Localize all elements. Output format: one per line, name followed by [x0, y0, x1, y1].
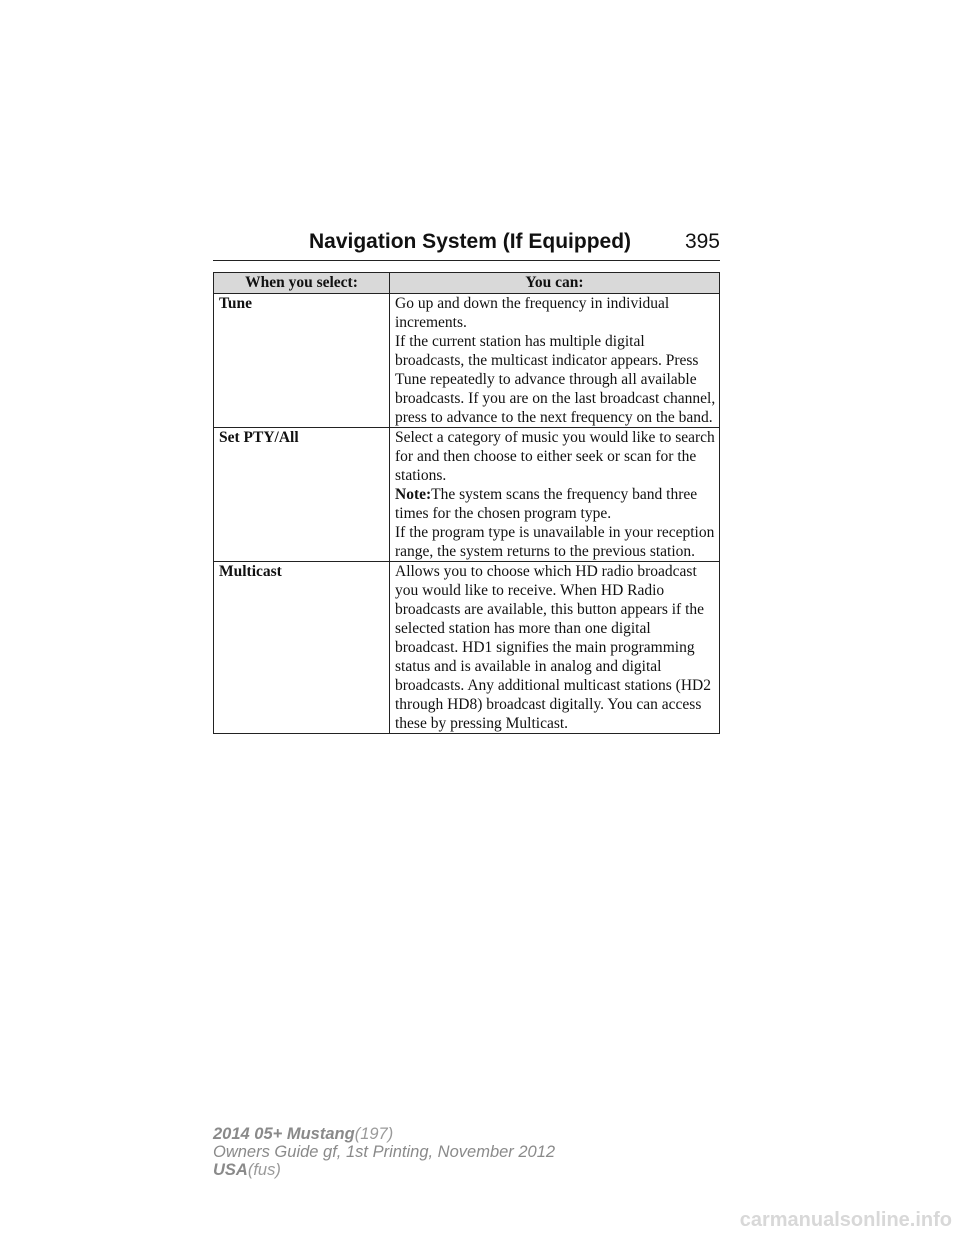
site-watermark: carmanualsonline.info — [739, 1209, 952, 1231]
row-description-tune — [390, 294, 720, 428]
page-footer — [213, 1125, 555, 1179]
note-label: Note: — [395, 486, 432, 503]
row-label-tune: Tune — [214, 294, 390, 428]
footer-market-code: (fus) — [247, 1161, 281, 1179]
function-table — [213, 272, 720, 734]
page-header — [213, 226, 720, 261]
column-header-select: When you select: — [214, 273, 390, 294]
footer-model: 2014 05+ Mustang — [213, 1125, 355, 1143]
table-row — [214, 562, 720, 734]
description-line: Allows you to choose which HD radio broadcast you would like to receive. When HD Radio broadcasts are available, this button appears if the selected station has more than one digital broadcast. HD1 signifies the main programming status and is available in analog and digital broadcasts. Any additional multicast stations (HD2 through HD8) broadcast digitally. You can access these by pressing Multicast. — [395, 563, 711, 732]
footer-line-3 — [213, 1161, 555, 1179]
footer-page-code: (197) — [354, 1125, 394, 1143]
row-label-multicast: Multicast — [214, 562, 390, 734]
row-label-set-pty: Set PTY/All — [214, 428, 390, 562]
description-line: If the program type is unavailable in your reception range, the system returns to the previous station. — [395, 524, 715, 560]
row-description-set-pty — [390, 428, 720, 562]
note-text: The system scans the frequency band three times for the chosen program type. — [395, 486, 698, 522]
section-title: Navigation System (If Equipped) — [309, 230, 632, 253]
column-header-can: You can: — [390, 273, 720, 294]
footer-line-2: Owners Guide gf, 1st Printing, November 2012 — [213, 1143, 556, 1161]
description-line: Go up and down the frequency in individual increments. — [395, 295, 670, 331]
table-row — [214, 294, 720, 428]
page-number: 395 — [684, 230, 720, 253]
footer-market: USA — [213, 1161, 248, 1179]
description-line: If the current station has multiple digital broadcasts, the multicast indicator appears. Press Tune repeatedly to advance through all available broadcasts. If you are on the last broadcast channel, press to advance to the next frequency on the band. — [395, 333, 716, 426]
table-row — [214, 428, 720, 562]
row-description-multicast — [390, 562, 720, 734]
table-header-row — [214, 273, 720, 294]
note-paragraph — [395, 485, 717, 523]
footer-line-1 — [213, 1125, 555, 1143]
description-line: Select a category of music you would like to search for and then choose to either seek or scan for the stations. — [395, 429, 715, 484]
